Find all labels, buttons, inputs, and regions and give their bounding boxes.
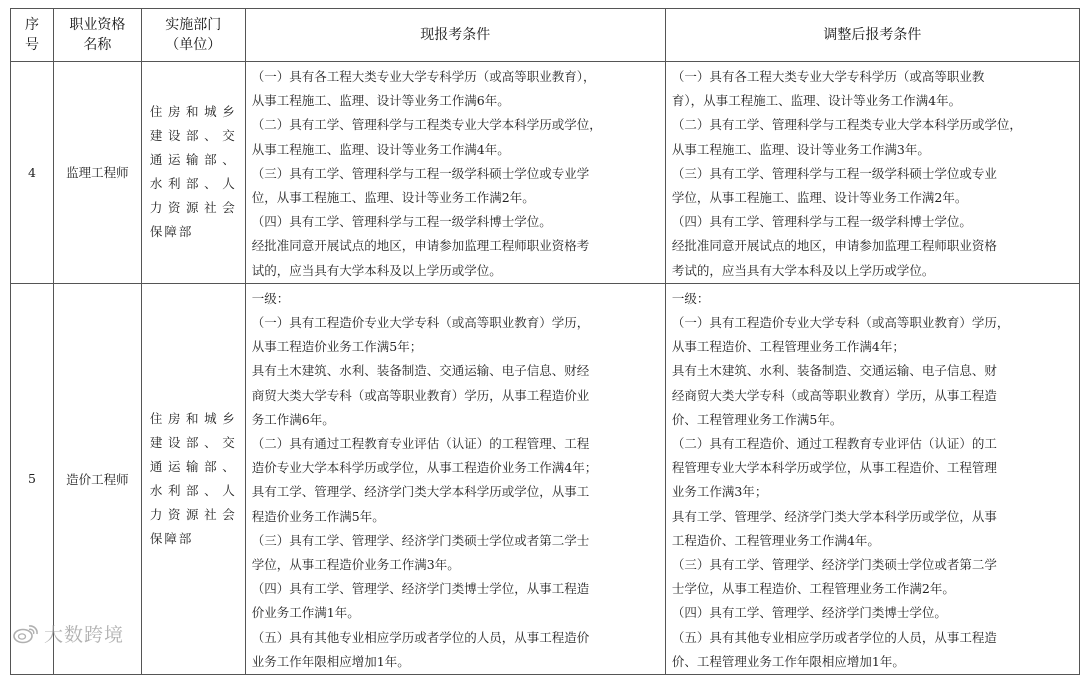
condition-line: 价、工程管理业务工作满5年。 [671, 411, 843, 427]
exam-conditions-table [10, 8, 1080, 675]
condition-line: 具有土木建筑、水利、装备制造、交通运输、电子信息、财 [671, 363, 997, 379]
condition-line: （四）具有工学、管理科学与工程一级学科博士学位。 [251, 214, 552, 230]
watermark [12, 620, 124, 647]
condition-line: 从事工程施工、监理、设计等业务工作满4年。 [251, 141, 510, 157]
header-no: 序号 [11, 9, 54, 62]
adjusted-conditions [665, 283, 1079, 674]
condition-line: 一级： [671, 290, 710, 306]
condition-line: （二）具有工程造价、通过工程教育专业评估（认证）的工 [671, 436, 997, 452]
condition-line: 学位，从事工程造价业务工作满3年。 [251, 557, 460, 573]
table-row [11, 283, 1080, 674]
adjusted-conditions [665, 62, 1079, 284]
condition-line: 程管理专业大学本科学历或学位，从事工程造价、工程管理 [671, 460, 997, 476]
header-current: 现报考条件 [245, 9, 665, 62]
condition-line: 从事工程造价业务工作满5年； [251, 339, 423, 355]
condition-line: （三）具有工学、管理学、经济学门类硕士学位或者第二学 [671, 557, 997, 573]
condition-line: 商贸大类大学专科（或高等职业教育）学历，从事工程造价业 [251, 387, 590, 403]
condition-line: （四）具有工学、管理科学与工程一级学科博士学位。 [671, 214, 972, 230]
table-header-row [11, 9, 1080, 62]
row-number: 4 [11, 62, 54, 284]
qualification-name: 造价工程师 [53, 283, 141, 674]
condition-line: （三）具有工学、管理科学与工程一级学科硕士学位或专业学 [251, 165, 590, 181]
table-row [11, 62, 1080, 284]
condition-line: 考试的，应当具有大学本科及以上学历或学位。 [671, 262, 935, 278]
condition-line: 具有土木建筑、水利、装备制造、交通运输、电子信息、财经 [251, 363, 590, 379]
weibo-logo-icon [12, 623, 40, 645]
watermark-text: 大数跨境 [44, 624, 125, 646]
condition-line: 具有工学、管理学、经济学门类大学本科学历或学位，从事 [671, 508, 997, 524]
condition-line: 从事工程施工、监理、设计等业务工作满3年。 [671, 141, 930, 157]
condition-line: （三）具有工学、管理科学与工程一级学科硕士学位或专业 [671, 165, 997, 181]
document-page [10, 8, 1080, 675]
condition-line: 业务工作满3年； [671, 484, 768, 500]
condition-line: 具有工学、管理学、经济学门类大学本科学历或学位，从事工 [251, 484, 590, 500]
condition-line: 工程造价、工程管理业务工作满4年。 [671, 532, 880, 548]
row-number: 5 [11, 283, 54, 674]
condition-line: 造价专业大学本科学历或学位，从事工程造价业务工作满4年； [251, 460, 598, 476]
condition-line: 试的，应当具有大学本科及以上学历或学位。 [251, 262, 502, 278]
condition-line: 经批准同意开展试点的地区，申请参加监理工程师职业资格 [671, 238, 997, 254]
condition-line: （四）具有工学、管理学、经济学门类博士学位，从事工程造 [251, 581, 590, 597]
condition-line: 士学位，从事工程造价、工程管理业务工作满2年。 [671, 581, 955, 597]
condition-line: （二）具有工学、管理科学与工程类专业大学本科学历或学位， [251, 117, 602, 133]
condition-line: 从事工程施工、监理、设计等业务工作满6年。 [251, 93, 510, 109]
implementing-department: 住房和城乡建设部、交通运输部、水利部、人力资源社会保障部 [141, 62, 245, 284]
condition-line: 程造价业务工作满5年。 [251, 508, 385, 524]
condition-line: 学位，从事工程施工、监理、设计等业务工作满2年。 [671, 190, 968, 206]
condition-line: （一）具有工程造价专业大学专科（或高等职业教育）学历， [251, 315, 590, 331]
condition-line: （二）具有通过工程教育专业评估（认证）的工程管理、工程 [251, 436, 590, 452]
condition-line: 经商贸大类大学专科（或高等职业教育）学历，从事工程造 [671, 387, 997, 403]
condition-line: （三）具有工学、管理学、经济学门类硕士学位或者第二学士 [251, 532, 590, 548]
qualification-name: 监理工程师 [53, 62, 141, 284]
condition-line: 育），从事工程施工、监理、设计等业务工作满4年。 [671, 93, 962, 109]
header-adjusted: 调整后报考条件 [665, 9, 1079, 62]
condition-line: 务工作满6年。 [251, 411, 335, 427]
condition-line: （四）具有工学、管理学、经济学门类博士学位。 [671, 605, 947, 621]
header-name: 职业资格名称 [53, 9, 141, 62]
condition-line: （二）具有工学、管理科学与工程类专业大学本科学历或学位， [671, 117, 1022, 133]
condition-line: 一级： [251, 290, 290, 306]
condition-line: 从事工程造价、工程管理业务工作满4年； [671, 339, 905, 355]
implementing-department: 住房和城乡建设部、交通运输部、水利部、人力资源社会保障部 [141, 283, 245, 674]
header-dept: 实施部门（单位） [141, 9, 245, 62]
current-conditions [245, 62, 665, 284]
condition-line: （一）具有各工程大类专业大学专科学历（或高等职业教 [671, 69, 985, 84]
condition-line: （一）具有工程造价专业大学专科（或高等职业教育）学历， [671, 315, 1010, 331]
condition-line: 经批准同意开展试点的地区，申请参加监理工程师职业资格考 [251, 238, 590, 254]
condition-line: （一）具有各工程大类专业大学专科学历（或高等职业教育）， [251, 69, 596, 84]
current-conditions [245, 283, 665, 674]
condition-line: 位，从事工程施工、监理、设计等业务工作满2年。 [251, 190, 535, 206]
condition-line: （五）具有其他专业相应学历或者学位的人员，从事工程造价 [251, 629, 590, 645]
condition-line: 价、工程管理业务工作年限相应增加1年。 [671, 653, 905, 669]
condition-line: 价业务工作满1年。 [251, 605, 360, 621]
condition-line: （五）具有其他专业相应学历或者学位的人员，从事工程造 [671, 629, 997, 645]
condition-line: 业务工作年限相应增加1年。 [251, 653, 410, 669]
